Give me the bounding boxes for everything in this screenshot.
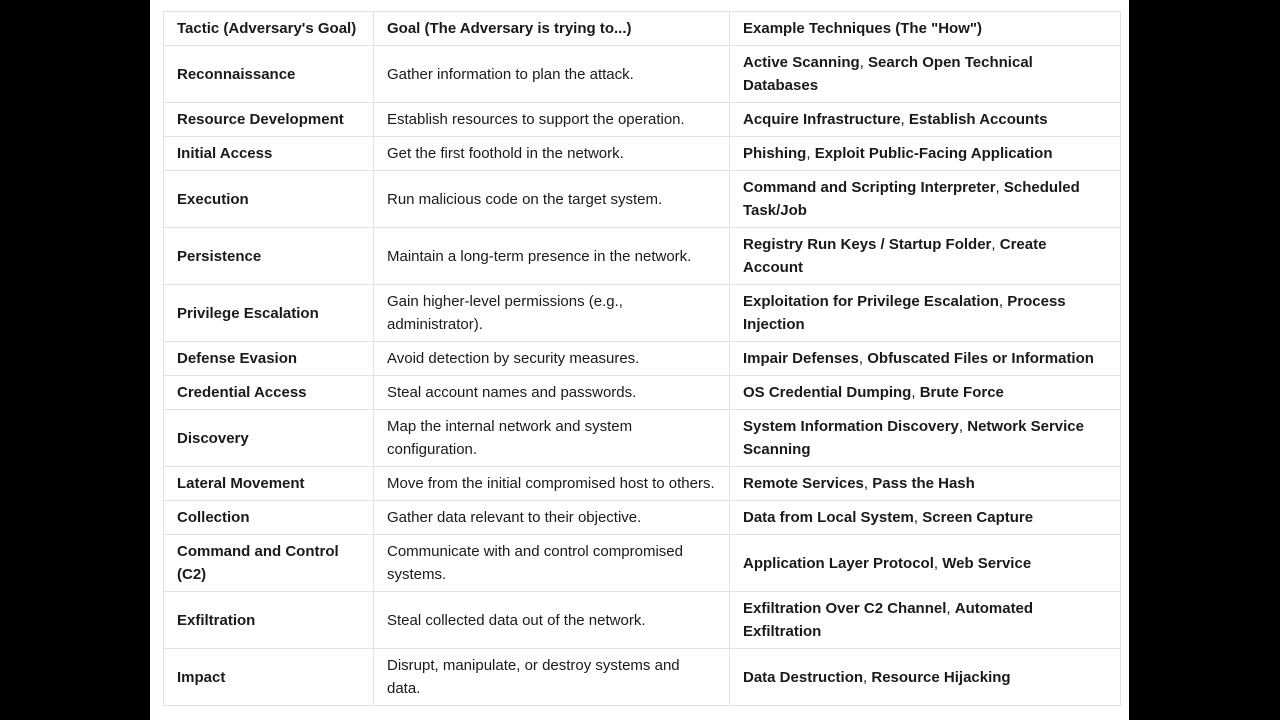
table-row xyxy=(164,137,1121,171)
techniques-cell xyxy=(730,649,1121,706)
tactic-cell: Execution xyxy=(164,171,374,228)
techniques-cell xyxy=(730,285,1121,342)
tactic-cell: Reconnaissance xyxy=(164,46,374,103)
technique-separator: , xyxy=(998,293,1008,310)
technique-name: Pass the Hash xyxy=(872,475,975,492)
tactics-table xyxy=(163,11,1121,706)
table-row xyxy=(164,592,1121,649)
techniques-cell xyxy=(730,410,1121,467)
table-row xyxy=(164,535,1121,592)
technique-name: Exploit Public-Facing Application xyxy=(814,145,1053,162)
technique-name: Exfiltration Over C2 Channel xyxy=(743,600,947,617)
table-row xyxy=(164,171,1121,228)
goal-cell: Avoid detection by security measures. xyxy=(374,342,730,376)
header-tactic: Tactic (Adversary's Goal) xyxy=(164,12,374,46)
table-row xyxy=(164,467,1121,501)
techniques-cell xyxy=(730,171,1121,228)
technique-name: Web Service xyxy=(942,554,1032,572)
goal-cell: Disrupt, manipulate, or destroy systems and data. xyxy=(374,649,730,706)
table-row xyxy=(164,649,1121,706)
technique-name: Remote Services xyxy=(743,475,864,492)
technique-name: Obfuscated Files or Information xyxy=(867,350,1094,367)
technique-name: Create Account xyxy=(743,236,1047,276)
goal-cell: Gather information to plan the attack. xyxy=(374,46,730,103)
tactic-cell: Collection xyxy=(164,501,374,535)
techniques-cell xyxy=(730,228,1121,285)
goal-cell: Run malicious code on the target system. xyxy=(374,171,730,228)
technique-name: Search Open Technical Databases xyxy=(743,54,1033,94)
table-row xyxy=(164,410,1121,467)
techniques-cell xyxy=(730,535,1121,592)
goal-cell: Maintain a long-term presence in the network. xyxy=(374,228,730,285)
table-header-row xyxy=(164,12,1121,46)
technique-separator: , xyxy=(859,54,869,71)
technique-name: Process Injection xyxy=(743,293,1066,333)
technique-separator: , xyxy=(911,384,920,401)
technique-separator: , xyxy=(933,554,943,572)
table-row xyxy=(164,46,1121,103)
tactic-cell: Lateral Movement xyxy=(164,467,374,501)
table-row xyxy=(164,376,1121,410)
tactic-cell: Persistence xyxy=(164,228,374,285)
technique-name: Automated Exfiltration xyxy=(743,600,1034,640)
header-techniques: Example Techniques (The "How") xyxy=(730,12,1121,46)
table-row xyxy=(164,228,1121,285)
tactic-cell: Credential Access xyxy=(164,376,374,410)
technique-separator: , xyxy=(863,475,873,492)
table-row xyxy=(164,103,1121,137)
technique-name: Screen Capture xyxy=(922,509,1034,526)
technique-name: Command and Scripting Interpreter xyxy=(743,179,996,196)
tactic-cell: Initial Access xyxy=(164,137,374,171)
table-row xyxy=(164,285,1121,342)
techniques-cell xyxy=(730,137,1121,171)
technique-name: Network Service Scanning xyxy=(743,418,1084,458)
technique-separator: , xyxy=(900,111,909,128)
techniques-cell xyxy=(730,376,1121,410)
goal-cell: Map the internal network and system configuration. xyxy=(374,410,730,467)
technique-name: Establish Accounts xyxy=(908,111,1048,128)
table-row xyxy=(164,501,1121,535)
technique-name: System Information Discovery xyxy=(743,418,959,435)
technique-separator: , xyxy=(858,350,868,367)
technique-name: Data from Local System xyxy=(743,509,914,526)
goal-cell: Gather data relevant to their objective. xyxy=(374,501,730,535)
technique-name: Exploitation for Privilege Escalation xyxy=(743,293,999,310)
technique-separator: , xyxy=(958,418,968,435)
techniques-cell xyxy=(730,467,1121,501)
goal-cell: Move from the initial compromised host to others. xyxy=(374,467,730,501)
table-row xyxy=(164,342,1121,376)
technique-name: Phishing xyxy=(743,145,807,162)
goal-cell: Steal collected data out of the network. xyxy=(374,592,730,649)
technique-name: Impair Defenses xyxy=(743,350,859,367)
tactic-cell: Command and Control (C2) xyxy=(164,535,374,592)
technique-name: Active Scanning xyxy=(743,54,860,71)
header-goal: Goal (The Adversary is trying to...) xyxy=(374,12,730,46)
techniques-cell xyxy=(730,103,1121,137)
technique-name: Resource Hijacking xyxy=(871,668,1011,686)
technique-separator: , xyxy=(863,668,872,686)
tactic-cell: Privilege Escalation xyxy=(164,285,374,342)
tactic-cell: Resource Development xyxy=(164,103,374,137)
technique-separator: , xyxy=(995,179,1004,196)
technique-name: Application Layer Protocol xyxy=(743,554,934,572)
techniques-cell xyxy=(730,501,1121,535)
technique-separator: , xyxy=(913,509,923,526)
document-page xyxy=(150,0,1129,720)
tactic-cell: Exfiltration xyxy=(164,592,374,649)
table-body xyxy=(164,46,1121,706)
techniques-cell xyxy=(730,342,1121,376)
technique-name: Registry Run Keys / Startup Folder xyxy=(743,236,992,253)
tactic-cell: Defense Evasion xyxy=(164,342,374,376)
goal-cell: Steal account names and passwords. xyxy=(374,376,730,410)
technique-name: Brute Force xyxy=(919,384,1004,401)
technique-separator: , xyxy=(806,145,815,162)
techniques-cell xyxy=(730,46,1121,103)
technique-separator: , xyxy=(946,600,955,617)
technique-name: Data Destruction xyxy=(743,668,864,686)
tactic-cell: Discovery xyxy=(164,410,374,467)
techniques-cell xyxy=(730,592,1121,649)
goal-cell: Communicate with and control compromised systems. xyxy=(374,535,730,592)
technique-name: Scheduled Task/Job xyxy=(743,179,1080,219)
goal-cell: Get the first foothold in the network. xyxy=(374,137,730,171)
technique-name: Acquire Infrastructure xyxy=(743,111,901,128)
goal-cell: Establish resources to support the operation. xyxy=(374,103,730,137)
goal-cell: Gain higher-level permissions (e.g., administrator). xyxy=(374,285,730,342)
technique-name: OS Credential Dumping xyxy=(743,384,912,401)
technique-separator: , xyxy=(991,236,1000,253)
tactic-cell: Impact xyxy=(164,649,374,706)
